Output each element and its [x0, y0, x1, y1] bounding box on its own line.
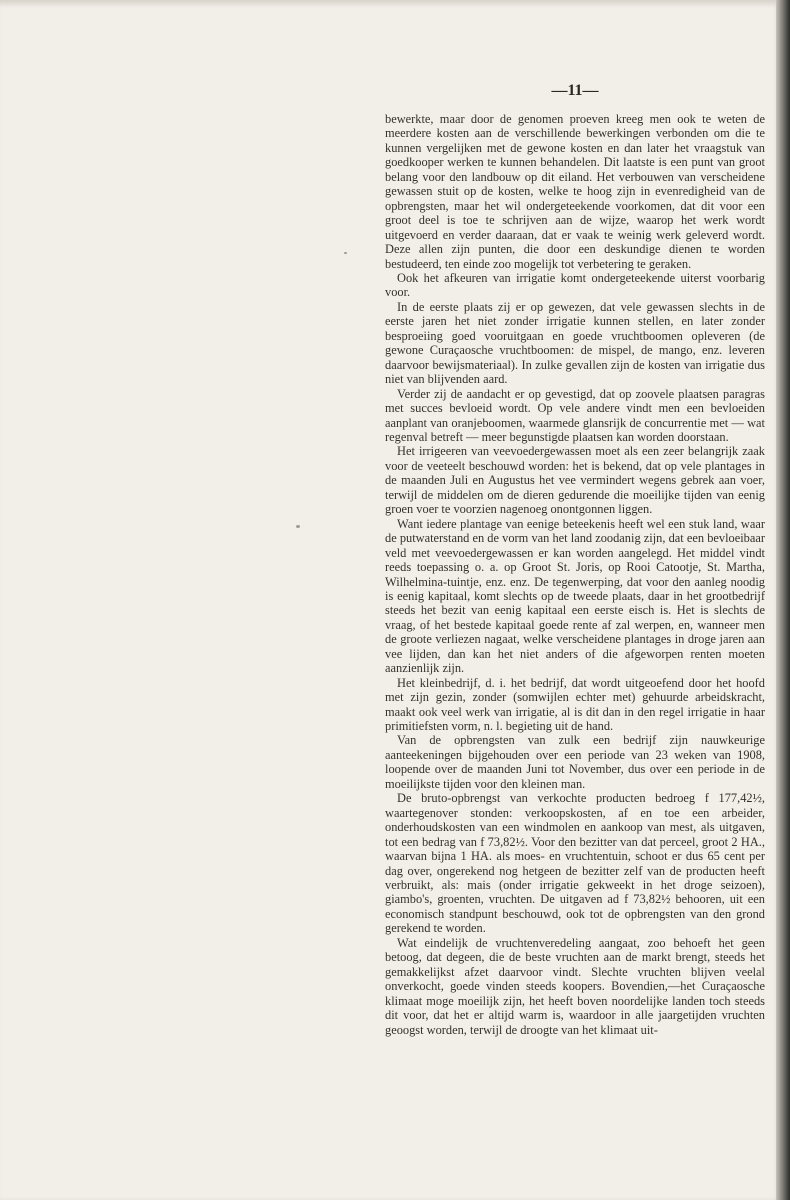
page-top-shadow: [0, 0, 778, 8]
paragraph: Want iedere plantage van eenige beteekenis heeft wel een stuk land, waar de putwaterstand en de vorm van het land zoodanig zijn, dat een bevloeibaar veld met veevoedergewassen er kan worden aangelegd. Het middel vindt reeds toepassing o. a. op Groot St. Joris, op Rooi Catootje, St. Martha, Wilhelmina-tuintje, enz. enz. De tegenwerping, dat voor den aanleg noodig is eenig kapitaal, komt slechts op de tweede plaats, daar in het grootbedrijf steeds het bezit van eenig kapitaal een eerste eisch is. Het is slechts de vraag, of het bestede kapitaal goede rente af zal werpen, en, wanneer men de groote verliezen nagaat, welke verscheidene plantages in droge jaren aan vee lijden, dan kan het niet anders of die afgeworpen renten moeten aanzienlijk zijn.: [385, 516, 765, 676]
page-number: [0, 82, 778, 100]
paragraph: Van de opbrengsten van zulk een bedrijf zijn nauwkeurige aanteekeningen bijgehouden over een periode van 23 weken van 1908, loopende over de maanden Juni tot November, dus over een periode in de moeilijkste tijden voor den kleinen man.: [385, 733, 765, 791]
paragraph: De bruto-opbrengst van verkochte producten bedroeg f 177,42½, waartegenover stonden: verkoopskosten, af en toe een arbeider, onderhoudskosten van een windmolen en aankoop van mest, als uitgaven, tot een bedrag van f 73,82½. Voor den bezitter van dat perceel, groot 2 HA., waarvan bijna 1 HA. als moes- en vruchtentuin, schoot er dus 65 cent per dag over, ongerekend nog hetgeen de bezitter zelf van de producten heeft verbruikt, als: mais (onder irrigatie gekweekt in het droge seizoen), giambo's, groenten, vruchten. De uitgaven ad f 73,82½ behooren, uit een economisch standpunt beschouwd, ook tot de opbrengsten van den grond gerekend te worden.: [385, 791, 765, 936]
paragraph: Wat eindelijk de vruchtenveredeling aangaat, zoo behoeft het geen betoog, dat degeen, die de beste vruchten aan de markt brengt, steeds het gemakkelijkst afzet daarvoor vindt. Slechte vruchten blijven veelal onverkocht, goede vinden steeds koopers. Bovendien,—het Curaçaosche klimaat moge moeilijk zijn, het heeft boven noordelijke landen toch steeds dit voor, dat het er altijd warm is, waardoor in alle jaargetijden vruchten geoogst worden, terwijl de droogte van het klimaat uit-: [385, 935, 765, 1037]
paragraph: bewerkte, maar door de genomen proeven kreeg men ook te weten de meerdere kosten aan de verschillende bewerkingen verbonden om die te kunnen vergelijken met de gewone kosten en dan later het vraagstuk van goedkooper werken te kunnen behandelen. Dit laatste is een punt van groot belang voor den landbouw op dit eiland. Het verbouwen van verscheidene gewassen stuit op de kosten, welke te hoog zijn in evenredigheid van de opbrengsten, maar het wil ondergeteekende voorkomen, dat dit voor een groot deel is toe te schrijven aan de wijze, waarop het werk wordt uitgevoerd en verder daaraan, dat er vaak te weinig werk geleverd wordt. Deze allen zijn punten, die door een deskundige dienen te worden bestudeerd, ten einde zoo mogelijk tot verbetering te geraken.: [385, 112, 765, 271]
paragraph: Het irrigeeren van veevoedergewassen moet als een zeer belangrijk zaak voor de veeteelt beschouwd worden: het is bekend, dat op vele plantages in de maanden Juli en Augustus het vee vermindert wegens gebrek aan voer, terwijl de middelen om de dieren gedurende die moeilijke tijden van eenig groen voer te voorzien nagenoeg onontgonnen liggen.: [385, 444, 765, 517]
paragraph: In de eerste plaats zij er op gewezen, dat vele gewassen slechts in de eerste jaren het niet zonder irrigatie kunnen stellen, en later zonder besproeiing goed vooruitgaan en goede vruchtboomen opleveren (de gewone Curaçaosche vruchtboomen: de mispel, de mango, enz. leveren daarvoor bewijsmateriaal). In zulke gevallen zijn de kosten van irrigatie dus niet van blijvenden aard.: [385, 299, 765, 387]
paragraph: Verder zij de aandacht er op gevestigd, dat op zoovele plaatsen paragras met succes bevloeid wordt. Op vele andere vindt men een bevloeiden aanplant van oranjeboomen, waarmede glansrijk de concurrentie met — wat regenval betreft — meer begunstigde plaatsen kan worden doorstaan.: [385, 386, 765, 444]
paper-speck: [296, 525, 300, 528]
page-edge-shadow: [776, 0, 790, 1200]
paper-speck: [344, 252, 347, 254]
paragraph: Ook het afkeuren van irrigatie komt ondergeteekende uiterst voorbarig voor.: [385, 270, 765, 300]
paragraph: Het kleinbedrijf, d. i. het bedrijf, dat wordt uitgeoefend door het hoofd met zijn gezin, zonder (somwijlen echter met) gehuurde arbeidskracht, maakt ook veel werk van irrigatie, al is dit dan in den regel irrigatie in haar primitiefsten vorm, n. l. begieting uit de hand.: [385, 675, 765, 734]
body-text-column: [385, 112, 765, 1037]
page-number-text: —11—: [551, 82, 599, 99]
